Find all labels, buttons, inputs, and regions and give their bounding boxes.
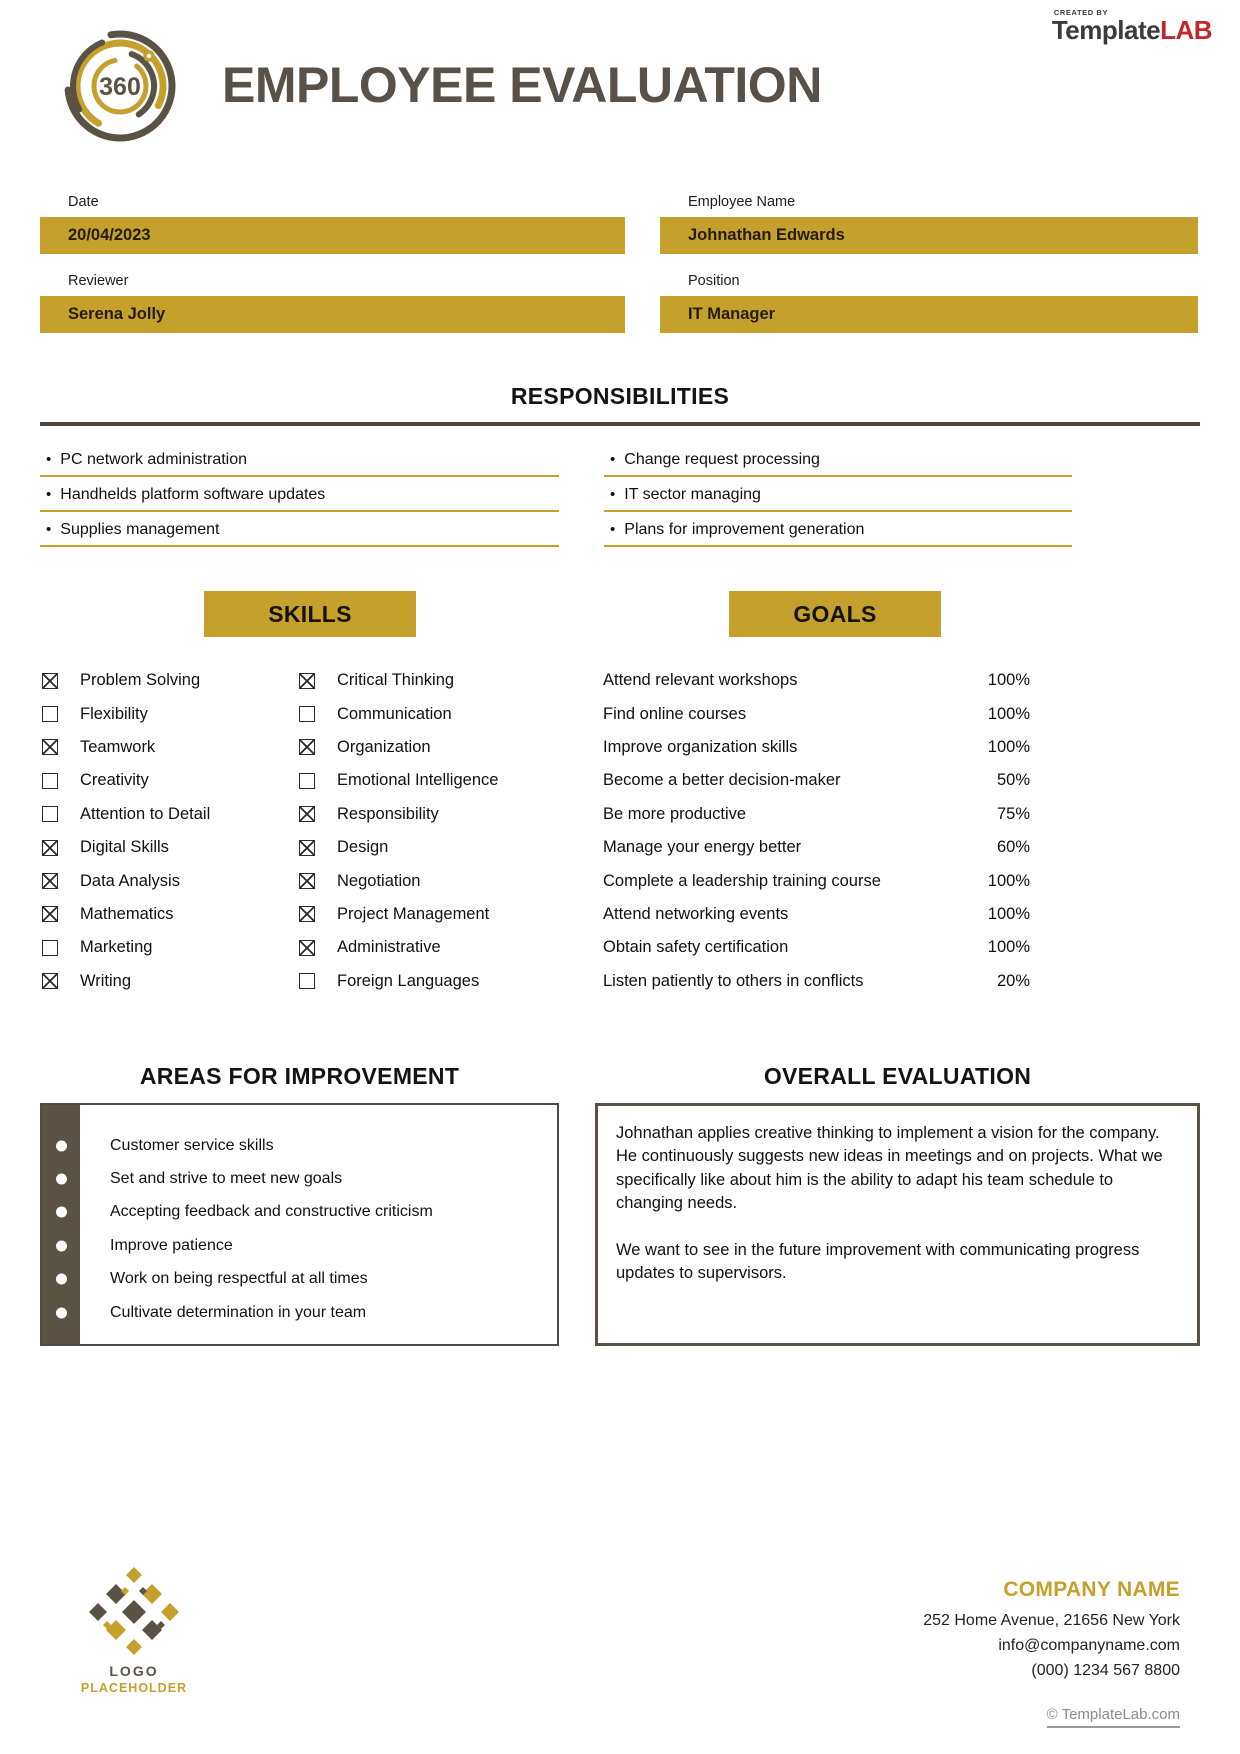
checkbox-checked-icon[interactable] (299, 940, 315, 956)
logo-placeholder-line1: LOGO (109, 1663, 159, 1679)
checkbox-checked-icon[interactable] (42, 673, 58, 689)
goal-item (600, 965, 1070, 998)
reviewer-field (40, 269, 625, 333)
brand-lab-text: LAB (1160, 15, 1212, 45)
skills-section (40, 591, 580, 998)
responsibilities-title: RESPONSIBILITIES (510, 383, 730, 409)
bullet-dot-icon (56, 1307, 67, 1318)
checkbox-checked-icon[interactable] (299, 739, 315, 755)
goal-progress-value: 100% (987, 737, 1030, 756)
skill-label: Communication (337, 704, 452, 723)
date-input[interactable]: 20/04/2023 (40, 217, 625, 254)
goal-item (600, 864, 1070, 897)
improvement-item (42, 1129, 557, 1162)
form-fields (40, 190, 1200, 340)
skill-label: Critical Thinking (337, 671, 455, 690)
skill-label: Flexibility (80, 704, 148, 723)
goal-label: Improve organization skills (603, 737, 798, 756)
goal-label: Attend relevant workshops (603, 671, 798, 690)
goals-section (600, 591, 1070, 998)
responsibility-text: Supplies management (60, 521, 220, 538)
position-label: Position (688, 273, 740, 289)
skill-item (297, 965, 580, 998)
improvement-text: Set and strive to meet new goals (110, 1170, 343, 1188)
reviewer-input[interactable]: Serena Jolly (40, 296, 625, 333)
overall-evaluation-section (595, 1063, 1200, 1346)
responsibility-text: PC network administration (60, 451, 248, 468)
improvement-text: Accepting feedback and constructive criticism (110, 1203, 433, 1221)
goal-item (600, 898, 1070, 931)
created-by-label: CREATED BY (1053, 8, 1109, 17)
evaluation-paragraph: We want to see in the future improvement with communicating progress updates to supervisors. (616, 1240, 1140, 1283)
date-label: Date (68, 194, 99, 210)
employee-name-field (660, 190, 1198, 254)
skill-item (40, 965, 297, 998)
bullet-dot-icon (56, 1207, 67, 1218)
skill-item (40, 864, 297, 897)
checkbox-checked-icon[interactable] (42, 873, 58, 889)
skill-label: Negotiation (337, 871, 421, 890)
responsibility-item (604, 442, 1072, 477)
checkbox-unchecked-icon[interactable] (299, 773, 315, 789)
responsibility-item (40, 477, 559, 512)
goal-item (600, 731, 1070, 764)
skills-column-2 (297, 664, 580, 998)
skill-item (297, 697, 580, 730)
checkbox-checked-icon[interactable] (299, 840, 315, 856)
improvement-item (42, 1229, 557, 1262)
areas-for-improvement-section (40, 1063, 559, 1346)
goal-label: Find online courses (603, 704, 747, 723)
improvement-item (42, 1162, 557, 1195)
goal-progress-value: 20% (996, 971, 1030, 990)
skills-column-1 (40, 664, 297, 998)
checkbox-unchecked-icon[interactable] (299, 973, 315, 989)
goal-label: Be more productive (603, 804, 747, 823)
skill-item (297, 731, 580, 764)
checkbox-unchecked-icon[interactable] (42, 773, 58, 789)
goal-label: Complete a leadership training course (603, 871, 881, 890)
bullet-icon: • (610, 521, 616, 538)
checkbox-unchecked-icon[interactable] (42, 706, 58, 722)
skill-item (297, 864, 580, 897)
checkbox-checked-icon[interactable] (299, 806, 315, 822)
company-name: COMPANY NAME (1003, 1578, 1180, 1601)
goal-label: Become a better decision-maker (603, 771, 841, 790)
templatelab-wordmark (1052, 17, 1212, 43)
improvement-list (42, 1129, 557, 1329)
responsibility-text: IT sector managing (624, 486, 761, 503)
employee-name-label: Employee Name (688, 194, 796, 210)
bullet-dot-icon (56, 1240, 67, 1251)
goal-progress-value: 100% (987, 871, 1030, 890)
skills-title: SKILLS (204, 591, 416, 637)
checkbox-checked-icon[interactable] (42, 739, 58, 755)
bullet-icon: • (46, 521, 52, 538)
skill-label: Teamwork (80, 737, 156, 756)
responsibility-text: Plans for improvement generation (624, 521, 865, 538)
responsibility-text: Handhelds platform software updates (60, 486, 326, 503)
goal-progress-value: 100% (987, 904, 1030, 923)
skill-label: Design (337, 838, 389, 857)
goals-title: GOALS (729, 591, 941, 637)
skill-item (40, 931, 297, 964)
goal-progress-value: 50% (996, 771, 1030, 790)
checkbox-checked-icon[interactable] (299, 873, 315, 889)
position-input[interactable]: IT Manager (660, 296, 1198, 333)
skill-label: Data Analysis (80, 871, 180, 890)
page-title: EMPLOYEE EVALUATION (222, 57, 822, 113)
goal-progress-value: 75% (996, 804, 1030, 823)
checkbox-checked-icon[interactable] (42, 840, 58, 856)
improvement-text: Improve patience (110, 1236, 233, 1254)
improvement-text: Work on being respectful at all times (110, 1270, 368, 1288)
responsibilities-divider (40, 422, 1200, 426)
company-address: 252 Home Avenue, 21656 New York (923, 1612, 1180, 1629)
goal-progress-value: 100% (987, 938, 1030, 957)
company-email: info@companyname.com (998, 1636, 1180, 1654)
reviewer-label: Reviewer (68, 273, 129, 289)
logo-360-icon (60, 26, 180, 146)
employee-name-input[interactable]: Johnathan Edwards (660, 217, 1198, 254)
templatelab-copyright-link[interactable]: © TemplateLab.com (1047, 1706, 1180, 1728)
skill-label: Project Management (337, 904, 490, 923)
skill-label: Organization (337, 737, 431, 756)
skill-label: Problem Solving (80, 671, 201, 690)
areas-for-improvement-title: AREAS FOR IMPROVEMENT (139, 1063, 460, 1089)
responsibility-item (40, 512, 559, 547)
improvement-item (42, 1263, 557, 1296)
skill-label: Foreign Languages (337, 971, 480, 990)
skill-label: Marketing (80, 938, 153, 957)
skill-label: Attention to Detail (80, 804, 211, 823)
skill-item (297, 831, 580, 864)
bullet-icon: • (46, 451, 52, 468)
goal-label: Attend networking events (603, 904, 789, 923)
skill-label: Writing (80, 971, 132, 990)
bullet-dot-icon (56, 1274, 67, 1285)
logo-placeholder-line2: PLACEHOLDER (80, 1681, 188, 1695)
date-field (40, 190, 625, 254)
goal-item (600, 697, 1070, 730)
skill-item (40, 731, 297, 764)
skill-item (40, 798, 297, 831)
goal-progress-value: 100% (987, 671, 1030, 690)
skill-item (40, 664, 297, 697)
skill-item (40, 697, 297, 730)
responsibilities-right-column (604, 442, 1072, 547)
bullet-icon: • (46, 486, 52, 503)
logo-placeholder (76, 1565, 192, 1695)
checkbox-checked-icon[interactable] (299, 906, 315, 922)
areas-for-improvement-box (40, 1103, 559, 1346)
bullet-dot-icon (56, 1174, 67, 1185)
checkbox-checked-icon[interactable] (42, 973, 58, 989)
improvement-text: Cultivate determination in your team (110, 1303, 367, 1321)
templatelab-logo (1052, 8, 1212, 43)
position-field (660, 269, 1198, 333)
goal-item (600, 764, 1070, 797)
checkbox-unchecked-icon[interactable] (42, 806, 58, 822)
logo-360-text: 360 (99, 73, 141, 101)
skill-item (297, 798, 580, 831)
skills-goals-section (40, 591, 1200, 1051)
skill-item (40, 898, 297, 931)
goal-item (600, 931, 1070, 964)
skill-label: Digital Skills (80, 838, 169, 857)
bullet-icon: • (610, 451, 616, 468)
improvement-text: Customer service skills (110, 1136, 274, 1154)
checkbox-unchecked-icon[interactable] (42, 940, 58, 956)
overall-evaluation-title: OVERALL EVALUATION (763, 1063, 1032, 1089)
goal-item (600, 664, 1070, 697)
goal-label: Obtain safety certification (603, 938, 789, 957)
goal-item (600, 798, 1070, 831)
skill-item (297, 664, 580, 697)
checkbox-checked-icon[interactable] (299, 673, 315, 689)
company-phone: (000) 1234 567 8800 (1031, 1661, 1180, 1679)
bullet-dot-icon (56, 1140, 67, 1151)
goal-label: Listen patiently to others in conflicts (603, 971, 864, 990)
goal-label: Manage your energy better (603, 838, 802, 857)
responsibilities-left-column (40, 442, 559, 547)
goal-progress-value: 60% (996, 838, 1030, 857)
skill-item (40, 831, 297, 864)
skill-label: Mathematics (80, 904, 174, 923)
skill-item (297, 898, 580, 931)
company-logo-icon (78, 1565, 190, 1661)
responsibility-text: Change request processing (624, 451, 820, 468)
improvement-item (42, 1296, 557, 1329)
skill-label: Creativity (80, 771, 149, 790)
improvement-item (42, 1196, 557, 1229)
skill-label: Responsibility (337, 804, 439, 823)
skill-item (297, 764, 580, 797)
responsibility-item (40, 442, 559, 477)
responsibilities-section (40, 383, 1200, 547)
brand-template-text: Template (1051, 15, 1161, 45)
goals-list (600, 664, 1070, 998)
checkbox-checked-icon[interactable] (42, 906, 58, 922)
overall-evaluation-box (595, 1103, 1200, 1346)
evaluation-paragraph: Johnathan applies creative thinking to implement a vision for the company. He continuously suggests new ideas in meetings and on projects. What we specifically like about him is the ability to adapt his team schedule to changing needs. (616, 1124, 1163, 1213)
checkbox-unchecked-icon[interactable] (299, 706, 315, 722)
skill-item (40, 764, 297, 797)
goal-item (600, 831, 1070, 864)
responsibility-item (604, 512, 1072, 547)
skill-label: Emotional Intelligence (337, 771, 499, 790)
skill-item (297, 931, 580, 964)
bullet-icon: • (610, 486, 616, 503)
company-info (923, 1578, 1180, 1683)
goal-progress-value: 100% (987, 704, 1030, 723)
responsibility-item (604, 477, 1072, 512)
skill-label: Administrative (337, 938, 441, 957)
